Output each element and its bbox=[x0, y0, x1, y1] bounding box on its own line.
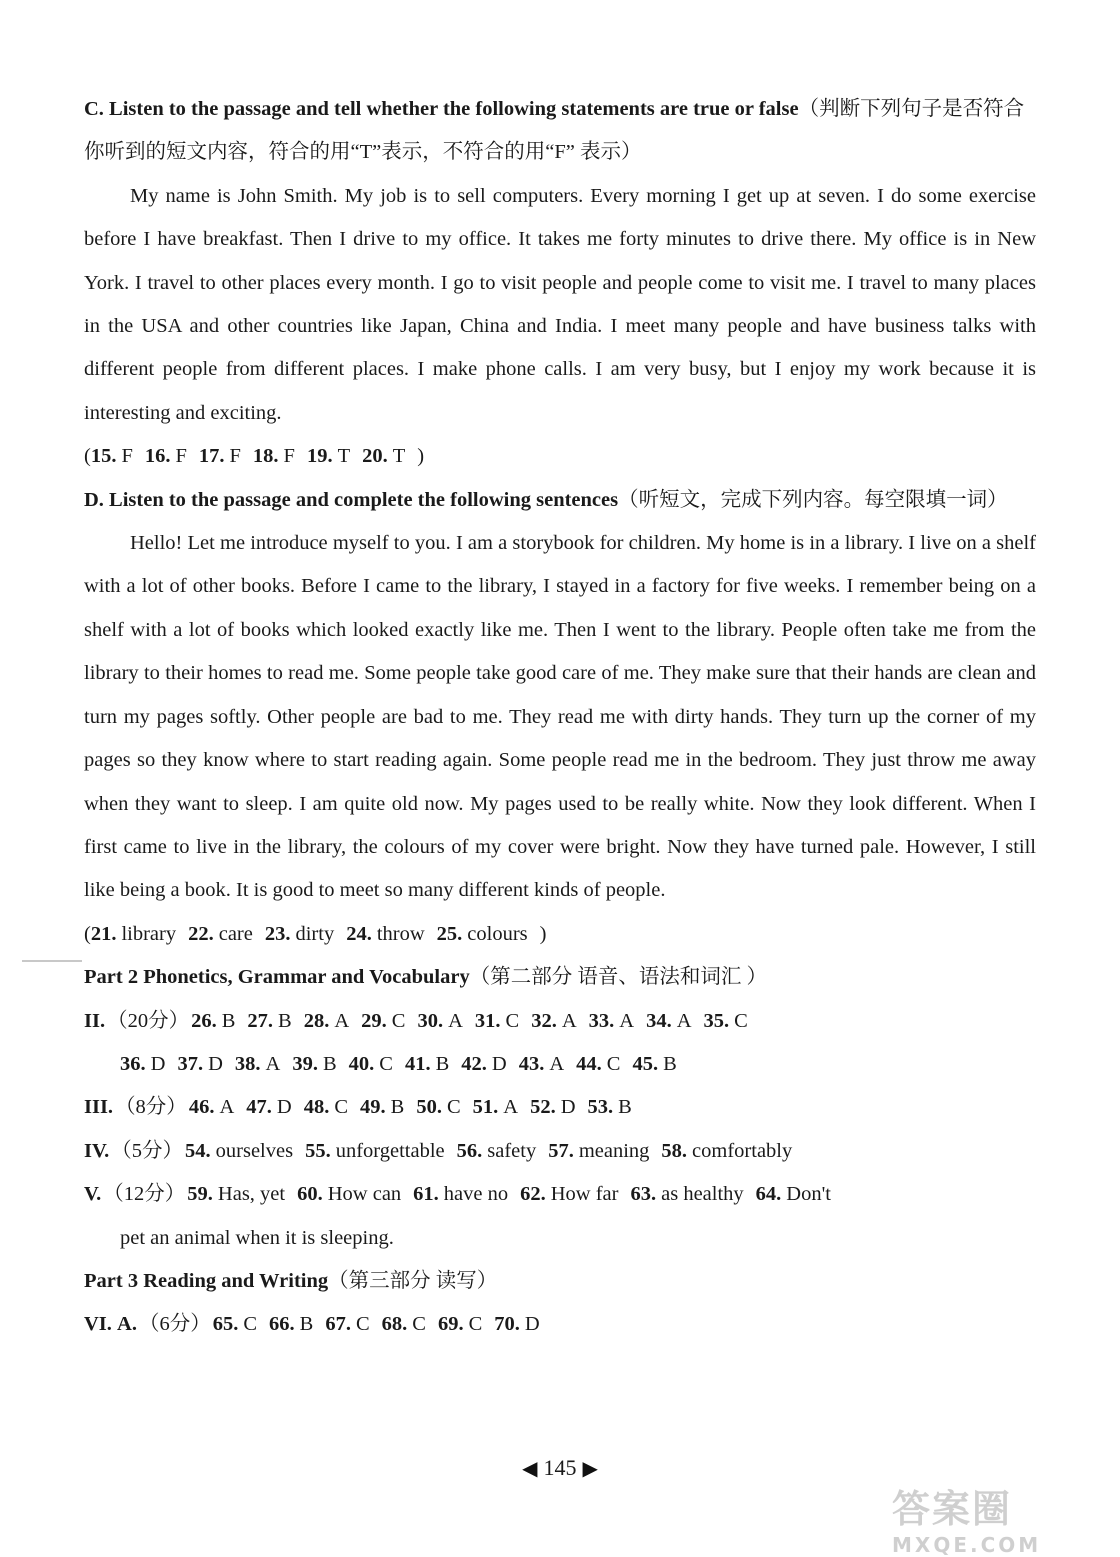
answer-item bbox=[457, 1130, 537, 1173]
answer-value: dirty bbox=[295, 922, 335, 945]
answer-item bbox=[253, 435, 295, 478]
scan-mark bbox=[22, 960, 82, 962]
answer-item bbox=[494, 1303, 539, 1346]
answer-value: library bbox=[121, 922, 177, 945]
question-number: 61 . bbox=[413, 1183, 439, 1205]
answer-item bbox=[185, 1130, 293, 1173]
answer-value: B bbox=[435, 1052, 450, 1075]
answer-value: D bbox=[524, 1313, 540, 1336]
question-number: 60 . bbox=[297, 1183, 323, 1205]
section-v-continuation: pet an animal when it is sleeping. bbox=[120, 1226, 394, 1249]
answer-value: A bbox=[219, 1096, 235, 1119]
question-number: 68 . bbox=[382, 1313, 408, 1335]
answer-item bbox=[475, 1000, 519, 1043]
answer-value: F bbox=[229, 445, 241, 468]
question-number: 36 . bbox=[120, 1053, 146, 1075]
question-number: 31 . bbox=[475, 1010, 501, 1032]
question-number: 18 . bbox=[253, 445, 279, 467]
answer-item bbox=[304, 1086, 348, 1129]
answer-value: F bbox=[175, 445, 187, 468]
question-number: 50 . bbox=[416, 1096, 442, 1118]
question-number: 26 . bbox=[191, 1010, 217, 1032]
answer-item bbox=[213, 1303, 257, 1346]
answer-value: C bbox=[391, 1009, 406, 1032]
answer-value: B bbox=[299, 1313, 314, 1336]
answer-value: C bbox=[379, 1052, 393, 1075]
answer-item bbox=[247, 1000, 291, 1043]
section-d-heading: D. Listen to the passage and complete the following sentences（听短文，完成下列内容。每空限填一词） bbox=[84, 488, 1008, 511]
answer-value: C bbox=[734, 1009, 748, 1032]
section-v-answers: V.（12分）59 . Has, yet 60 . How can 61 . have no 62 . How far 63 . as healthy 64 . Don't bbox=[84, 1173, 1036, 1216]
section-c-heading: C. Listen to the passage and tell whether the following statements are true or false（判断下列句子是否符合你听到的短文内容，符合的用“T”表示，不符合的用“F” 表示） bbox=[84, 98, 1025, 164]
answer-value: ourselves bbox=[215, 1139, 294, 1162]
answer-item bbox=[362, 435, 405, 478]
question-number: 66 . bbox=[269, 1313, 295, 1335]
answer-item bbox=[307, 435, 350, 478]
answer-value: meaning bbox=[578, 1139, 650, 1162]
answer-value: D bbox=[276, 1096, 292, 1119]
answer-value: B bbox=[618, 1096, 632, 1119]
section-c-passage: My name is John Smith. My job is to sell computers. Every morning I get up at seven. I do some exercise before I have breakfast. Then I drive to my office. It takes me forty minutes to drive there. My office is in New York. I travel to other places every month. I go to visit people and people come to visit me. I travel to many places in the USA and other countries like Japan, China and India. I meet many people and have business talks with different people from different places. I make phone calls. I am very busy, but I enjoy my work because it is interesting and exciting. bbox=[84, 184, 1036, 424]
answer-item bbox=[661, 1130, 792, 1173]
answer-value: as healthy bbox=[661, 1183, 744, 1206]
question-number: 62 . bbox=[520, 1183, 546, 1205]
question-number: 45 . bbox=[632, 1053, 658, 1075]
section-iv-answers: IV.（5分）54 . ourselves 55 . unforgettable 56 . safety 57 . meaning 58 . comfortably bbox=[84, 1130, 1036, 1173]
question-number: 21 . bbox=[91, 923, 117, 945]
section-c-answers: (15 . F 16 . F 17 . F 18 . F 19 . T 20 . T ) bbox=[84, 435, 1036, 478]
answer-item bbox=[188, 913, 253, 956]
question-number: 47 . bbox=[246, 1096, 272, 1118]
answer-item bbox=[189, 1086, 234, 1129]
answer-value: throw bbox=[376, 922, 425, 945]
answer-item bbox=[589, 1000, 634, 1043]
question-number: 65 . bbox=[213, 1313, 239, 1335]
answer-item bbox=[91, 435, 133, 478]
next-page-icon: ▶ bbox=[582, 1458, 598, 1480]
question-number: 27 . bbox=[247, 1010, 273, 1032]
answer-item bbox=[473, 1086, 518, 1129]
answer-value: D bbox=[208, 1052, 223, 1075]
question-number: 29 . bbox=[361, 1010, 387, 1032]
question-number: 63 . bbox=[631, 1183, 657, 1205]
watermark-logo: 答案圈 MXQE.COM bbox=[892, 1487, 1042, 1557]
answer-value: T bbox=[392, 445, 406, 468]
question-number: 32 . bbox=[531, 1010, 557, 1032]
answer-item bbox=[588, 1086, 632, 1129]
answer-value: A bbox=[619, 1009, 635, 1032]
answer-value: A bbox=[265, 1052, 281, 1075]
answer-key-page bbox=[84, 88, 1036, 1347]
answer-value: How can bbox=[327, 1183, 402, 1206]
question-number: 43 . bbox=[519, 1053, 545, 1075]
answer-value: F bbox=[121, 445, 133, 468]
answer-value: safety bbox=[487, 1139, 537, 1162]
question-number: 59 . bbox=[187, 1183, 213, 1205]
answer-item bbox=[631, 1173, 744, 1216]
answer-value: A bbox=[561, 1009, 577, 1032]
question-number: 37 . bbox=[177, 1053, 203, 1075]
answer-value: D bbox=[560, 1096, 576, 1119]
answer-item bbox=[413, 1173, 508, 1216]
question-number: 64 . bbox=[756, 1183, 782, 1205]
answer-value: B bbox=[221, 1009, 236, 1032]
answer-value: A bbox=[676, 1009, 692, 1032]
answer-value: C bbox=[606, 1052, 621, 1075]
part-3-heading: Part 3 Reading and Writing（第三部分 读写） bbox=[84, 1269, 498, 1292]
question-number: 54 . bbox=[185, 1140, 211, 1162]
question-number: 53 . bbox=[588, 1096, 614, 1118]
question-number: 44 . bbox=[576, 1053, 602, 1075]
answer-item bbox=[704, 1000, 748, 1043]
answer-value: colours bbox=[467, 922, 528, 945]
question-number: 52 . bbox=[530, 1096, 556, 1118]
answer-item bbox=[548, 1130, 649, 1173]
question-number: 16 . bbox=[145, 445, 171, 467]
section-vi-a-answers: VI. A.（6分）65 . C 66 . B 67 . C 68 . C 69 . C 70 . D bbox=[84, 1303, 1036, 1346]
answer-value: Has, yet bbox=[217, 1183, 286, 1206]
question-number: 25 . bbox=[437, 923, 463, 945]
answer-item bbox=[246, 1086, 291, 1129]
question-number: 56 . bbox=[457, 1140, 483, 1162]
page-number: 145 bbox=[543, 1455, 577, 1480]
answer-value: B bbox=[322, 1052, 337, 1075]
answer-item bbox=[576, 1043, 620, 1086]
answer-value: C bbox=[243, 1313, 258, 1336]
answer-value: D bbox=[491, 1052, 507, 1075]
question-number: 39 . bbox=[292, 1053, 318, 1075]
question-number: 49 . bbox=[360, 1096, 386, 1118]
question-number: 46 . bbox=[189, 1096, 215, 1118]
answer-value: A bbox=[549, 1052, 565, 1075]
question-number: 24 . bbox=[346, 923, 372, 945]
question-number: 67 . bbox=[325, 1313, 351, 1335]
answer-item bbox=[187, 1173, 285, 1216]
section-ii-row-2 bbox=[84, 1043, 1036, 1086]
answer-value: A bbox=[503, 1096, 519, 1119]
answer-item bbox=[265, 913, 334, 956]
answer-item bbox=[405, 1043, 449, 1086]
answer-item bbox=[199, 435, 241, 478]
answer-item bbox=[304, 1000, 349, 1043]
question-number: 17 . bbox=[199, 445, 225, 467]
answer-item bbox=[646, 1000, 691, 1043]
section-ii-row-1: II.（20分）26 . B 27 . B 28 . A 29 . C 30 . A 31 . C 32 . A 33 . A 34 . A 35 . C bbox=[84, 1000, 1036, 1043]
answer-item bbox=[145, 435, 187, 478]
question-number: 28 . bbox=[304, 1010, 330, 1032]
answer-item bbox=[461, 1043, 506, 1086]
question-number: 55 . bbox=[305, 1140, 331, 1162]
answer-value: A bbox=[448, 1009, 463, 1032]
answer-value: unforgettable bbox=[335, 1139, 445, 1162]
answer-value: C bbox=[505, 1009, 520, 1032]
answer-item bbox=[531, 1000, 576, 1043]
section-iii-answers: III.（8分）46 . A 47 . D 48 . C 49 . B 50 . C 51 . A 52 . D 53 . B bbox=[84, 1086, 1036, 1129]
question-number: 20 . bbox=[362, 445, 388, 467]
answer-value: B bbox=[390, 1096, 405, 1119]
answer-value: C bbox=[355, 1313, 370, 1336]
question-number: 58 . bbox=[661, 1140, 687, 1162]
answer-item bbox=[177, 1043, 222, 1086]
answer-value: Don't bbox=[786, 1183, 831, 1206]
prev-page-icon: ◀ bbox=[522, 1458, 538, 1480]
answer-item bbox=[305, 1130, 445, 1173]
answer-item bbox=[91, 913, 176, 956]
question-number: 69 . bbox=[438, 1313, 464, 1335]
answer-item bbox=[360, 1086, 404, 1129]
answer-item bbox=[235, 1043, 280, 1086]
answer-item bbox=[438, 1303, 482, 1346]
answer-item bbox=[437, 913, 528, 956]
answer-item bbox=[346, 913, 424, 956]
question-number: 35 . bbox=[704, 1010, 730, 1032]
answer-value: B bbox=[278, 1009, 292, 1032]
answer-item bbox=[120, 1043, 165, 1086]
section-d-passage: Hello! Let me introduce myself to you. I am a storybook for children. My home is in a library. I live on a shelf with a lot of other books. Before I came to the library, I stayed in a factory for five weeks. I remember being on a shelf with a lot of books which looked exactly like me. Then I went to the library. People often take me from the library to their homes to read me. Some people take good care of me. They make sure that their hands are clean and turn my pages softly. Other people are bad to me. They read me with dirty hands. They turn up the corner of my pages so they know where to start reading again. Some people read me in the bedroom. They just throw me away when they want to sleep. I am quite old now. My pages used to be really white. Now they look different. When I first came to live in the library, the colours of my cover were bright. Now they have turned pale. However, I still like being a book. It is good to meet so many different kinds of people. bbox=[84, 532, 1036, 902]
answer-value: comfortably bbox=[692, 1139, 793, 1162]
question-number: 41 . bbox=[405, 1053, 431, 1075]
answer-value: How far bbox=[550, 1183, 619, 1206]
answer-item bbox=[191, 1000, 235, 1043]
answer-value: care bbox=[218, 922, 253, 945]
answer-value: C bbox=[334, 1096, 348, 1119]
answer-value: have no bbox=[443, 1183, 509, 1206]
answer-value: C bbox=[468, 1313, 483, 1336]
answer-value: A bbox=[334, 1009, 350, 1032]
question-number: 19 . bbox=[307, 445, 333, 467]
answer-item bbox=[382, 1303, 426, 1346]
answer-item bbox=[530, 1086, 575, 1129]
answer-item bbox=[349, 1043, 393, 1086]
answer-value: F bbox=[283, 445, 295, 468]
answer-value: C bbox=[446, 1096, 461, 1119]
answer-item bbox=[756, 1173, 831, 1216]
question-number: 34 . bbox=[646, 1010, 672, 1032]
question-number: 15 . bbox=[91, 445, 117, 467]
answer-item bbox=[520, 1173, 618, 1216]
answer-item bbox=[292, 1043, 336, 1086]
question-number: 70 . bbox=[494, 1313, 520, 1335]
answer-item bbox=[361, 1000, 405, 1043]
answer-item bbox=[325, 1303, 369, 1346]
question-number: 42 . bbox=[461, 1053, 487, 1075]
question-number: 40 . bbox=[349, 1053, 375, 1075]
answer-item bbox=[416, 1086, 460, 1129]
section-d-answers: (21 . library 22 . care 23 . dirty 24 . throw 25 . colours ) bbox=[84, 913, 1036, 956]
answer-item bbox=[632, 1043, 676, 1086]
question-number: 57 . bbox=[548, 1140, 574, 1162]
answer-item bbox=[519, 1043, 564, 1086]
answer-item bbox=[417, 1000, 462, 1043]
question-number: 48 . bbox=[304, 1096, 330, 1118]
answer-item bbox=[297, 1173, 401, 1216]
answer-value: C bbox=[412, 1313, 426, 1336]
answer-value: B bbox=[663, 1052, 677, 1075]
question-number: 38 . bbox=[235, 1053, 261, 1075]
part-2-heading: Part 2 Phonetics, Grammar and Vocabulary（第二部分 语音、语法和词汇 ） bbox=[84, 966, 767, 989]
answer-value: T bbox=[337, 445, 351, 468]
question-number: 22 . bbox=[188, 923, 214, 945]
question-number: 30 . bbox=[417, 1010, 443, 1032]
question-number: 33 . bbox=[589, 1010, 615, 1032]
answer-item bbox=[269, 1303, 313, 1346]
question-number: 51 . bbox=[473, 1096, 499, 1118]
answer-value: D bbox=[150, 1052, 166, 1075]
question-number: 23 . bbox=[265, 923, 291, 945]
